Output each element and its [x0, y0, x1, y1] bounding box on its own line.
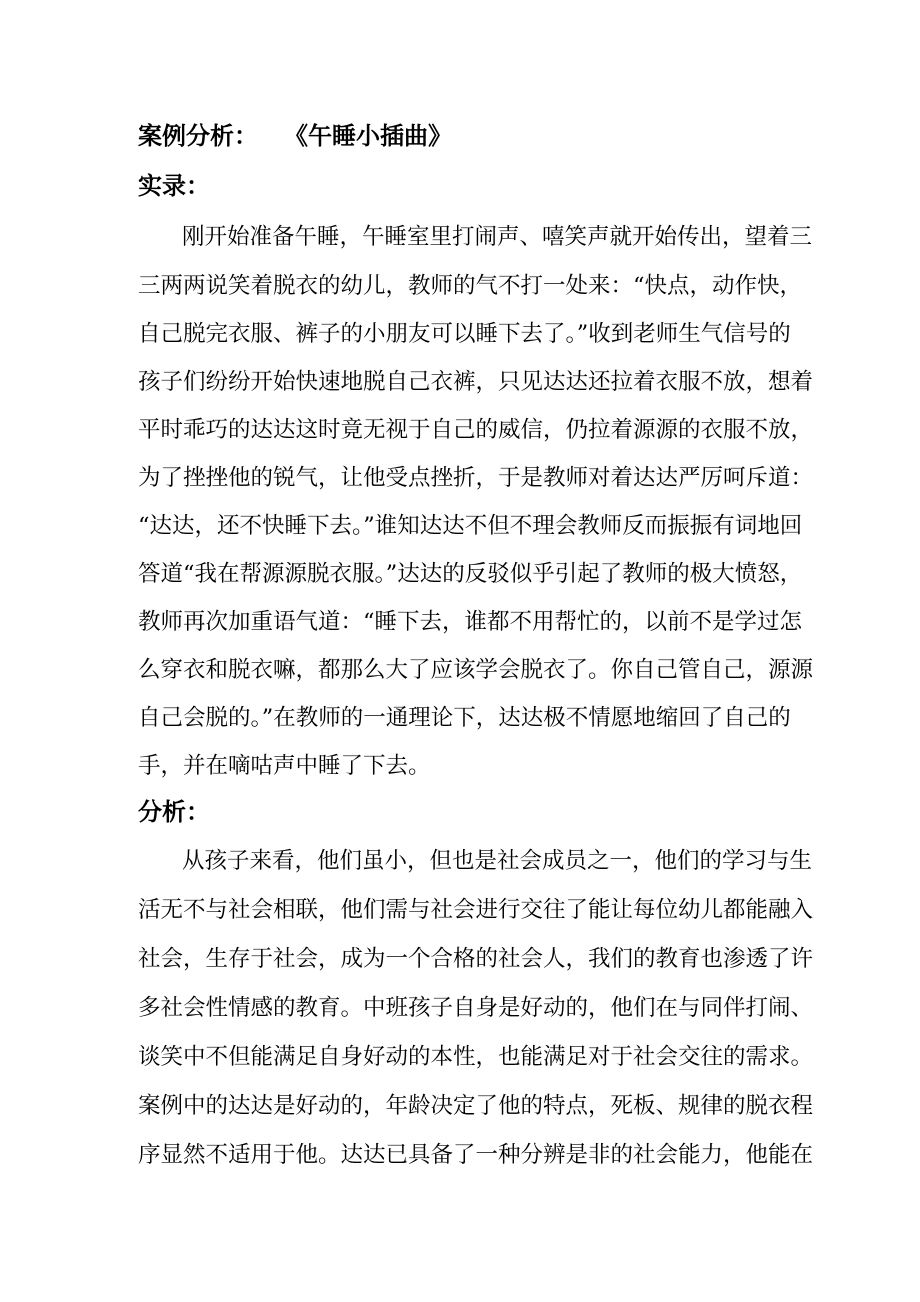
analysis-paragraph-line: 序显然不适用于他。达达已具备了一种分辨是非的社会能力，他能在 [138, 1142, 814, 1168]
record-paragraph-line: 自己脱完衣服、裤子的小朋友可以睡下去了。”收到老师生气信号的 [138, 321, 791, 347]
analysis-paragraph-line: 活无不与社会相联，他们需与社会进行交往了能让每位幼儿都能融入 [138, 897, 814, 923]
record-paragraph-line: 么穿衣和脱衣嘛，都那么大了应该学会脱衣了。你自己管自己，源源 [138, 657, 814, 683]
record-paragraph-line: 自己会脱的。”在教师的一通理论下，达达极不情愿地缩回了自己的 [138, 705, 791, 731]
section-heading-record: 实录： [138, 171, 210, 200]
title-name: 《午睡小插曲》 [284, 121, 452, 150]
section-heading-analysis: 分析： [138, 797, 210, 826]
record-paragraph-line: 孩子们纷纷开始快速地脱自己衣裤，只见达达还拉着衣服不放，想着 [138, 369, 814, 395]
title-label: 案例分析： [138, 121, 258, 150]
record-paragraph-line: 平时乖巧的达达这时竟无视于自己的威信，仍拉着源源的衣服不放， [138, 417, 814, 443]
record-paragraph-line: 手，并在嘀咕声中睡了下去。 [138, 753, 431, 779]
document-title [138, 120, 452, 152]
record-paragraph-line: 教师再次加重语气道：“睡下去，谁都不用帮忙的，以前不是学过怎 [138, 609, 803, 635]
analysis-paragraph-line: 多社会性情感的教育。中班孩子自身是好动的，他们在与同伴打闹、 [138, 995, 814, 1021]
analysis-paragraph-line: 社会，生存于社会，成为一个合格的社会人，我们的教育也渗透了许 [138, 946, 814, 972]
analysis-paragraph-line: 案例中的达达是好动的，年龄决定了他的特点，死板、规律的脱衣程 [138, 1093, 814, 1119]
record-paragraph-line: “达达，还不快睡下去。”谁知达达不但不理会教师反而振振有词地回 [138, 513, 803, 539]
analysis-paragraph-line: 从孩子来看，他们虽小，但也是社会成员之一，他们的学习与生 [182, 848, 813, 874]
record-paragraph-line: 三两两说笑着脱衣的幼儿，教师的气不打一处来：“快点，动作快， [138, 273, 803, 299]
record-paragraph-line: 刚开始准备午睡，午睡室里打闹声、嘻笑声就开始传出，望着三 [182, 224, 813, 250]
analysis-paragraph-line: 谈笑中不但能满足自身好动的本性，也能满足对于社会交往的需求。 [138, 1044, 814, 1070]
record-paragraph-line: 为了挫挫他的锐气，让他受点挫折，于是教师对着达达严厉呵斥道： [138, 465, 814, 491]
record-paragraph-line: 答道“我在帮源源脱衣服。”达达的反驳似乎引起了教师的极大愤怒， [138, 561, 803, 587]
